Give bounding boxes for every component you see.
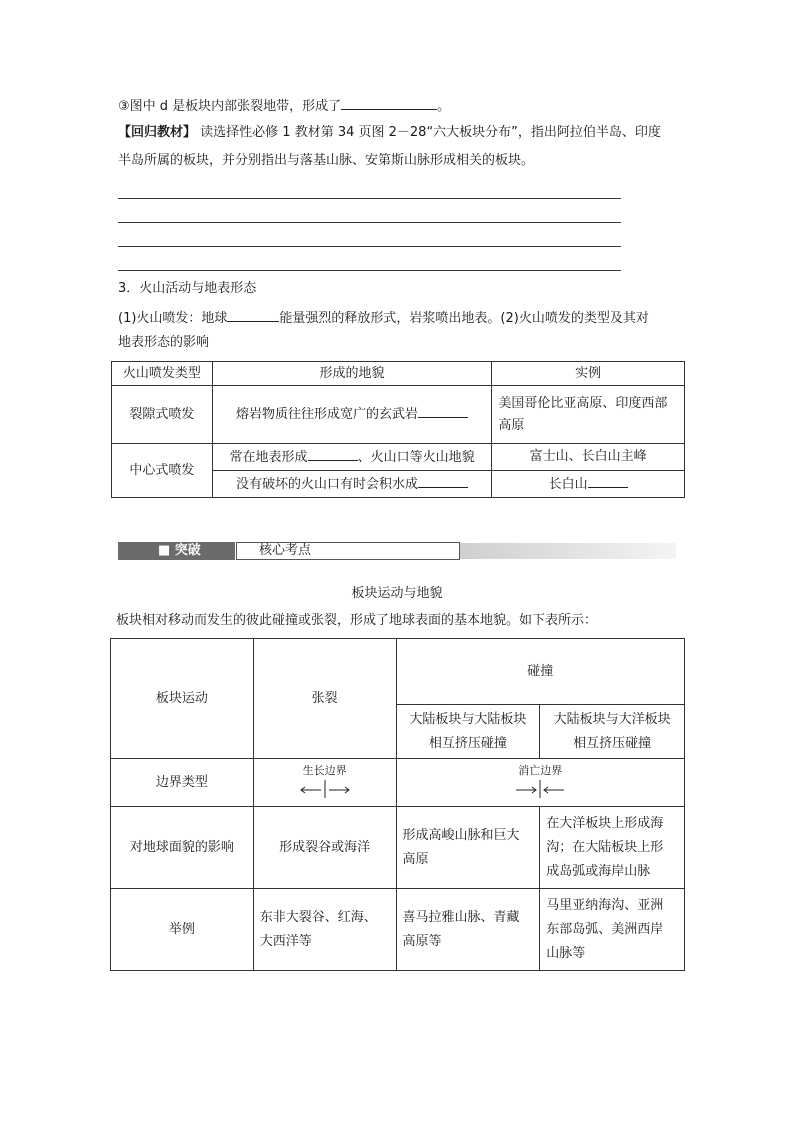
table-cell: 裂隙式喷发 (112, 386, 213, 444)
question-3-line (118, 95, 450, 117)
banner-tag-label: ■ 突破 (158, 543, 201, 558)
consumption-boundary-label: 消亡边界 (518, 763, 563, 777)
cell-text: 高原 (498, 417, 525, 433)
table-cell (253, 889, 396, 971)
cell-text: 东非大裂谷、红海、 (259, 909, 377, 925)
banner-subtitle-label: 核心考点 (259, 543, 312, 558)
table-header: 火山喷发类型 (112, 362, 213, 386)
cell-text: 长白山 (548, 476, 588, 492)
cell-text: 形成高峻山脉和巨大 (402, 827, 520, 843)
cell-text: 高原 (402, 851, 429, 867)
cell-text: 成岛弧或海岸山脉 (546, 863, 651, 879)
section-banner (118, 541, 676, 563)
huigui-line-1 (118, 123, 661, 143)
answer-blank[interactable] (418, 403, 468, 418)
table-cell (212, 471, 492, 498)
huigui-label: 【回归教材】 (118, 125, 197, 140)
volcano-table (111, 361, 685, 498)
table-cell: 富士山、长白山主峰 (492, 444, 685, 471)
consumption-boundary-arrows-icon (510, 778, 570, 800)
answer-blank[interactable] (227, 307, 279, 322)
table-subheader (540, 705, 685, 759)
section-3-p1-prefix: (1)火山喷发：地球 (118, 311, 228, 326)
table-cell: 举例 (111, 889, 254, 971)
cell-text: 大陆板块与大洋板块 (553, 711, 671, 727)
answer-blank[interactable] (341, 95, 437, 110)
growth-boundary-label: 生长边界 (302, 763, 347, 777)
table-cell (540, 807, 685, 889)
plate-motion-table (110, 638, 685, 971)
answer-line[interactable] (118, 270, 621, 271)
question-3-text: ③图中 d 是板块内部张裂地带，形成了 (118, 99, 342, 114)
cell-text: 高原等 (402, 933, 442, 949)
cell-text: 没有破坏的火山口有时会积水成 (236, 476, 419, 492)
table-subheader (396, 705, 540, 759)
table-cell: 中心式喷发 (112, 444, 213, 498)
table-header: 形成的地貌 (212, 362, 492, 386)
cell-text: 相互挤压碰撞 (573, 735, 652, 751)
table-header: 板块运动 (111, 639, 254, 759)
table-header: 实例 (492, 362, 685, 386)
answer-blank[interactable] (588, 473, 628, 488)
cell-text: 美国哥伦比亚高原、印度西部 (498, 395, 668, 411)
cell-text: 相互挤压碰撞 (428, 735, 507, 751)
table-cell (540, 889, 685, 971)
table-cell (212, 444, 492, 471)
cell-text: 马里亚纳海沟、亚洲 (546, 897, 664, 913)
cell-text: 常在地表形成 (229, 449, 308, 465)
table-cell (253, 759, 396, 807)
banner-subtitle (236, 542, 460, 560)
cell-text: 在大洋板块上形成海 (546, 815, 664, 831)
table-cell (396, 807, 540, 889)
banner-gradient (460, 543, 676, 559)
cell-text: 喜马拉雅山脉、青藏 (402, 909, 520, 925)
table-header: 碰撞 (396, 639, 684, 705)
answer-line[interactable] (118, 246, 621, 247)
huigui-line-2: 半岛所属的板块，并分别指出与落基山脉、安第斯山脉形成相关的板块。 (118, 153, 535, 168)
table-header: 张裂 (253, 639, 396, 759)
table-cell (492, 386, 685, 444)
section-3-title: 3．火山活动与地表形态 (118, 281, 257, 296)
cell-text: 大西洋等 (259, 933, 312, 949)
section-3-paragraph-line-2: 地表形态的影响 (118, 335, 210, 350)
section-title: 板块运动与地貌 (351, 586, 443, 601)
section-intro: 板块相对移动而发生的彼此碰撞或张裂，形成了地球表面的基本地貌。如下表所示： (116, 613, 598, 628)
answer-blank[interactable] (418, 473, 468, 488)
cell-text: 东部岛弧、美洲西岸 (546, 921, 664, 937)
cell-text: 大陆板块与大陆板块 (409, 711, 527, 727)
section-3-paragraph (118, 307, 649, 329)
answer-blank[interactable] (308, 446, 358, 461)
cell-text: 、火山口等火山地貌 (357, 449, 475, 465)
answer-line[interactable] (118, 198, 621, 199)
growth-boundary-arrows-icon (295, 778, 355, 800)
table-cell (212, 386, 492, 444)
table-cell (396, 889, 540, 971)
table-cell: 形成裂谷或海洋 (253, 807, 396, 889)
table-cell: 对地球面貌的影响 (111, 807, 254, 889)
table-cell: 边界类型 (111, 759, 254, 807)
answer-line[interactable] (118, 222, 621, 223)
cell-text: 山脉等 (546, 945, 586, 961)
table-cell (492, 471, 685, 498)
banner-tag (118, 542, 235, 560)
cell-text: 沟；在大陆板块上形 (546, 839, 664, 855)
cell-text: 熔岩物质往往形成宽广的玄武岩 (236, 407, 419, 422)
huigui-text-1: 读选择性必修 1 教材第 34 页图 2－28“六大板块分布”，指出阿拉伯半岛、印度 (200, 125, 661, 140)
table-cell (396, 759, 684, 807)
section-3-p1-suffix: 能量强烈的释放形式，岩浆喷出地表。(2)火山喷发的类型及其对 (279, 311, 649, 326)
question-3-end: 。 (437, 99, 451, 114)
